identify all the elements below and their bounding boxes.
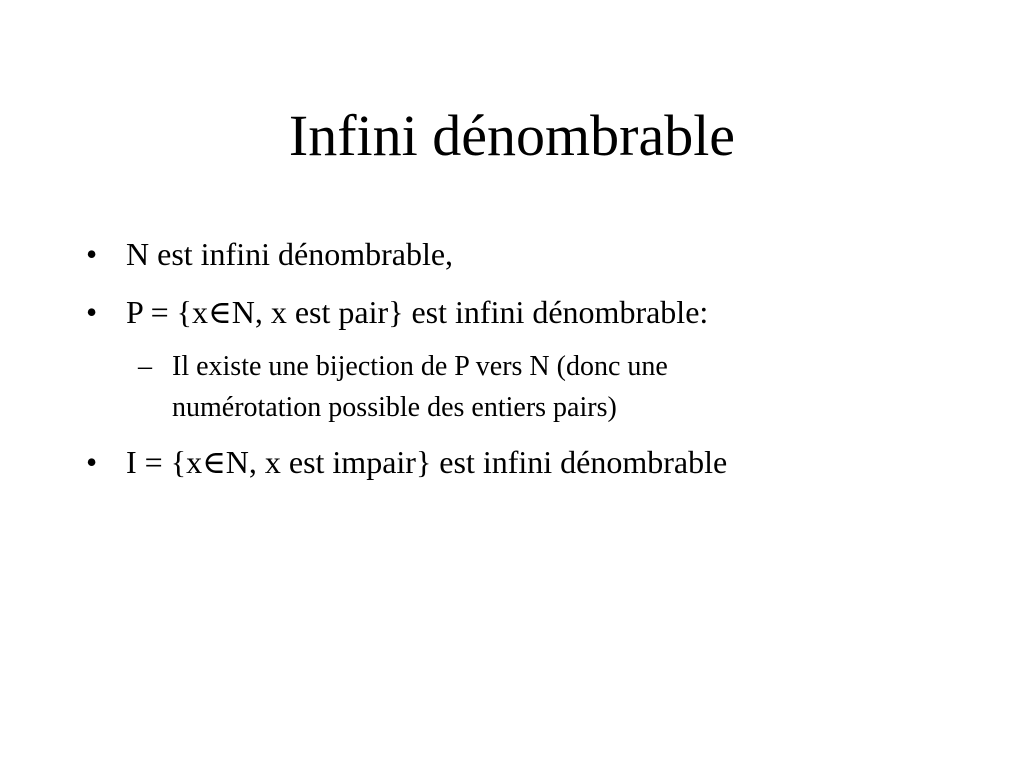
- bullet-text: N est infini dénombrable,: [126, 236, 454, 272]
- bullet-marker: •: [86, 294, 98, 330]
- bullet-marker: •: [86, 236, 98, 272]
- slide-title: Infini dénombrable: [288, 103, 736, 168]
- bullet-text: P = {x∈N, x est pair} est infini dénombrable:: [126, 294, 709, 330]
- bullet-marker: •: [86, 444, 98, 480]
- bullet-text: I = {x∈N, x est impair} est infini dénombrable: [126, 444, 728, 480]
- sub-bullet-text: Il existe une bijection de P vers N (donc une numérotation possible des entiers pairs): [172, 351, 668, 423]
- sub-bullet-marker: –: [138, 351, 152, 382]
